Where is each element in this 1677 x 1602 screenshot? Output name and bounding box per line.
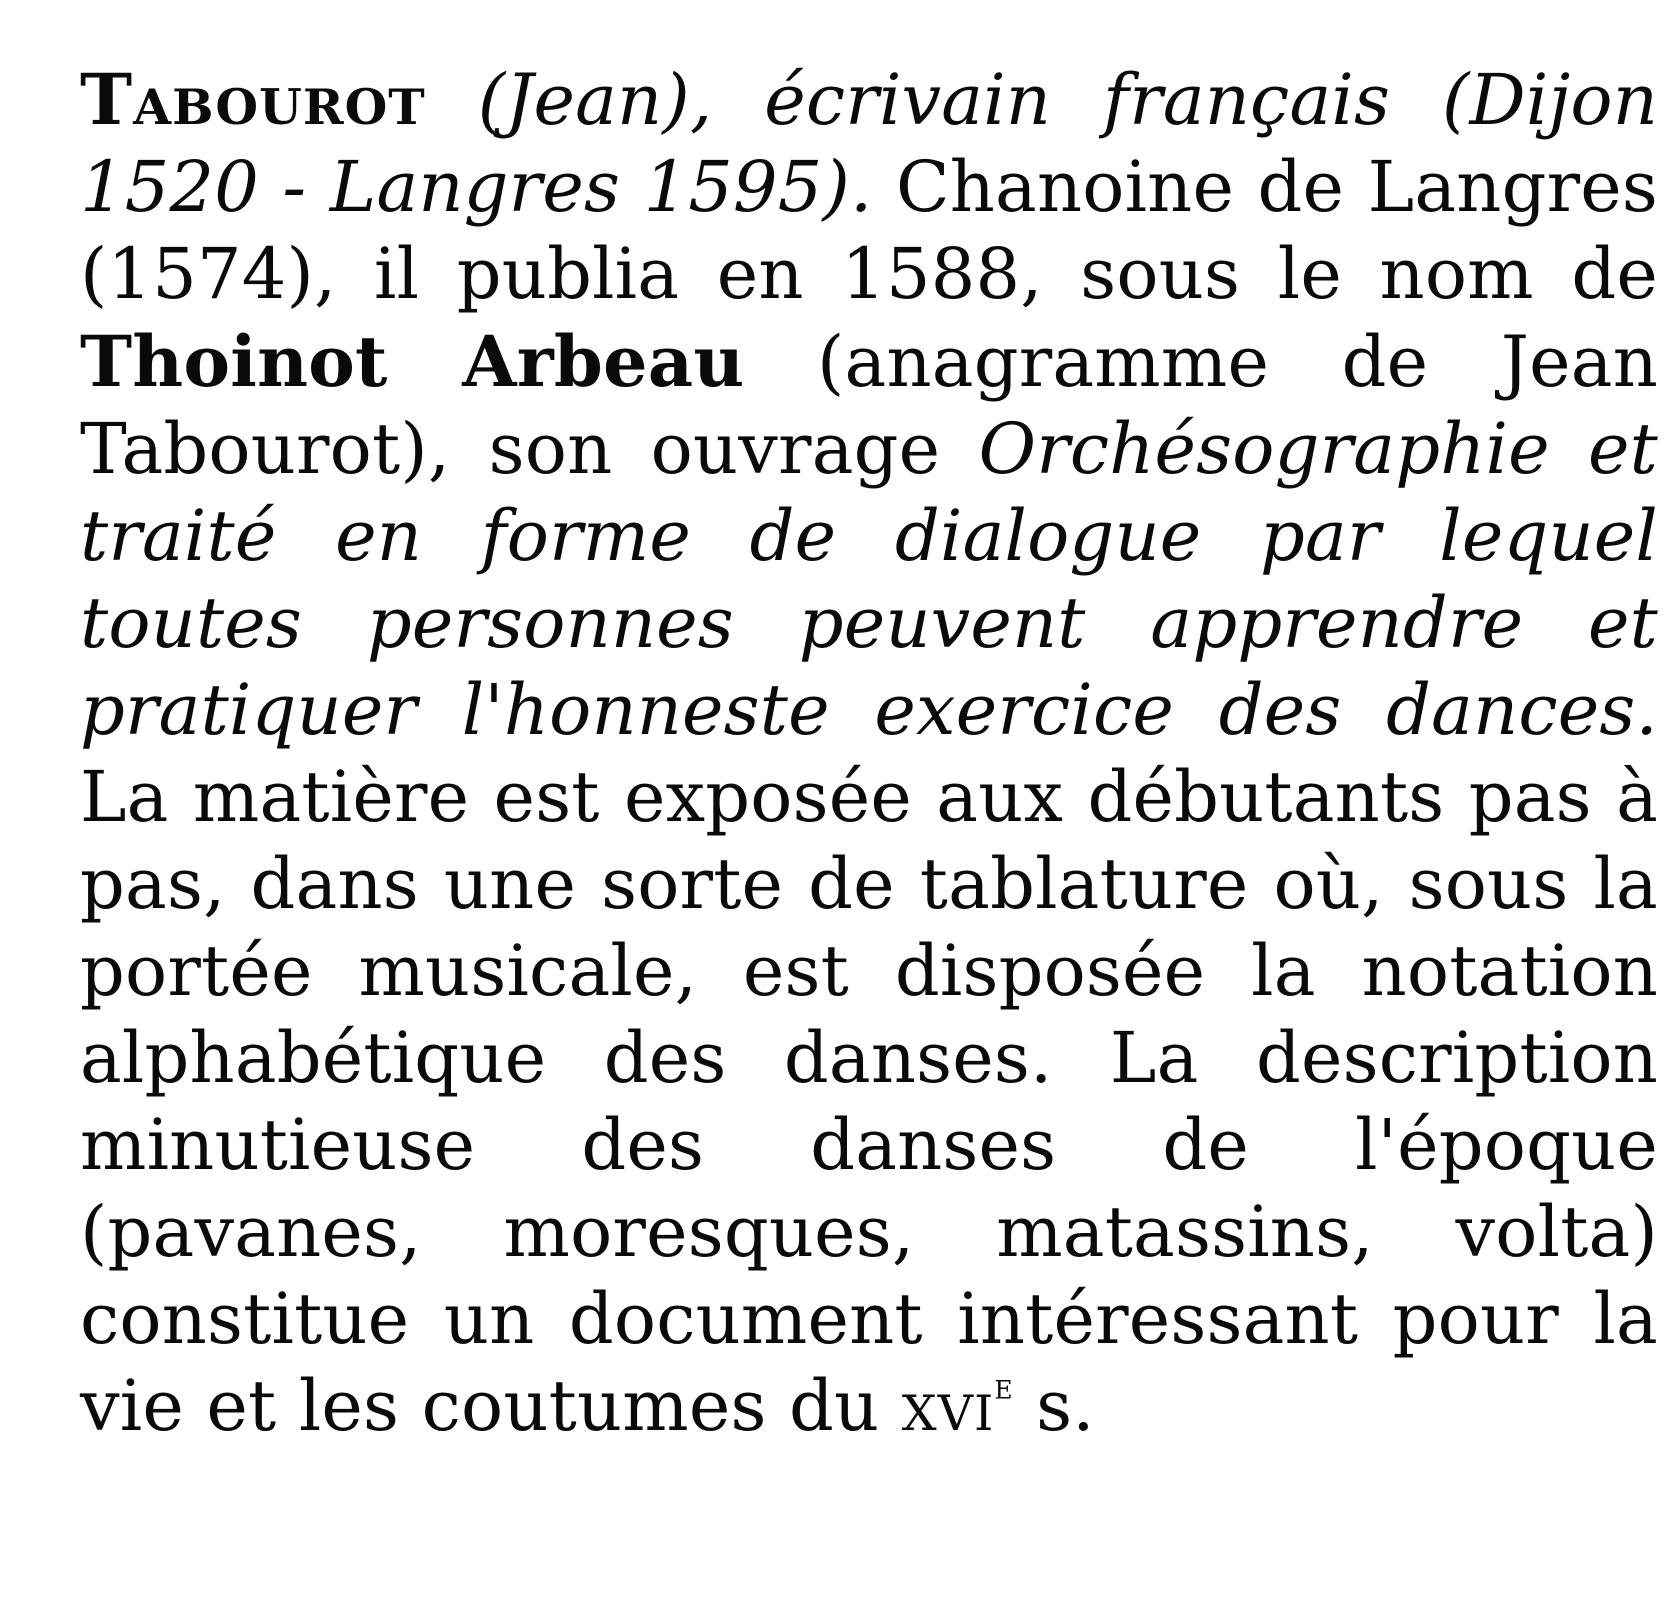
entry-text-anagram: (anagramme de Jean Tabourot), son ouvrage [80, 321, 1659, 490]
entry-pseudonym: Thoinot Arbeau [80, 320, 745, 403]
entry-work-title: Orchésographie et traité en forme de dialogue par lequel toutes personnes peuvent apprendre et pratiquer l'honneste exercice des dances. [80, 408, 1659, 751]
entry-text-description: La matière est exposée aux débutants pas à pas, dans une sorte de tablature où, sous la portée musicale, est disposée la notation alphabétique des danses. La description minutieuse des danses de l'époque (pavanes, moresques, matassins, volta) constitue un document intéressant pour la vie et les coutumes du [80, 756, 1658, 1447]
dictionary-entry [80, 56, 1658, 1450]
entry-text-career: Chanoine de Langres (1574), il publia en 1588, sous le nom de [80, 146, 1658, 315]
century-numeral: xvi [901, 1365, 995, 1447]
entry-headword: Tabourot [80, 58, 426, 141]
century-suffix: e [994, 1367, 1014, 1408]
entry-text-end: s. [1036, 1365, 1095, 1447]
entry-biographical-note: (Jean), écrivain français (Dijon 1520 - Langres 1595). [80, 59, 1659, 228]
entry-century [902, 1365, 1014, 1447]
